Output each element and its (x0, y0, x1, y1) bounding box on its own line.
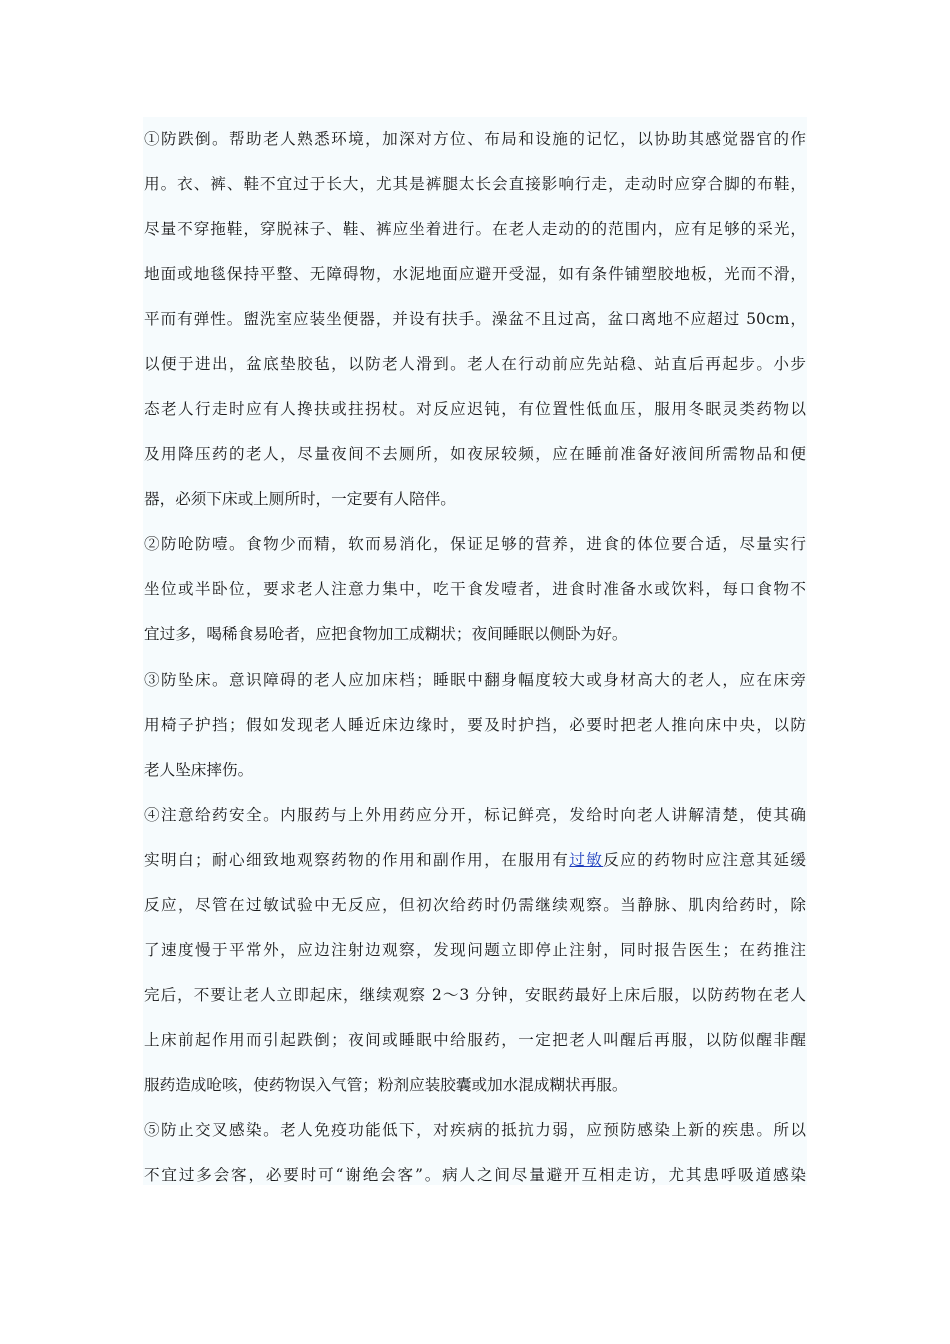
text-line: 尽量不穿拖鞋，穿脱袜子、鞋、裤应坐着进行。在老人走动的的范围内，应有足够的采光， (144, 220, 806, 238)
text-line: 上床前起作用而引起跌倒；夜间或睡眠中给服药，一定把老人叫醒后再服，以防似醒非醒 (144, 1031, 806, 1049)
text-line: 宜过多，喝稀食易呛者，应把食物加工成糊状；夜间睡眠以侧卧为好。 (144, 625, 628, 643)
glossary-link-guomin[interactable]: 过敏 (569, 851, 604, 869)
text-line: 及用降压药的老人，尽量夜间不去厕所，如夜尿较频，应在睡前准备好液间所需物品和便 (144, 445, 806, 463)
text-line: 坐位或半卧位，要求老人注意力集中，吃干食发噎者，进食时准备水或饮料，每口食物不 (144, 580, 806, 598)
text-line: 器，必须下床或上厕所时，一定要有人陪伴。 (144, 490, 456, 508)
text-segment: 实明白；耐心细致地观察药物的作用和副作用，在服用有 (144, 851, 570, 869)
text-segment: 反应的药物时应注意其延缓 (603, 851, 806, 869)
text-line: 服药造成呛咳，使药物误入气管；粉剂应装胶囊或加水混成糊状再服。 (144, 1076, 628, 1094)
text-line: 态老人行走时应有人搀扶或拄拐杖。对反应迟钝，有位置性低血压，服用冬眠灵类药物以 (144, 400, 806, 418)
text-line: 不宜过多会客，必要时可“谢绝会客”。病人之间尽量避开互相走访，尤其患呼吸道感染 (144, 1166, 806, 1184)
text-line: 以便于进出，盆底垫胶毡，以防老人滑到。老人在行动前应先站稳、站直后再起步。小步 (144, 355, 806, 373)
text-line: 用。衣、裤、鞋不宜过于长大，尤其是裤腿太长会直接影响行走，走动时应穿合脚的布鞋， (144, 175, 806, 193)
text-line: 用椅子护挡；假如发现老人睡近床边缘时，要及时护挡，必要时把老人推向床中央，以防 (144, 716, 806, 734)
text-line: 了速度慢于平常外，应边注射边观察，发现问题立即停止注射，同时报告医生；在药推注 (144, 941, 806, 959)
text-line: 平而有弹性。盥洗室应装坐便器，并设有扶手。澡盆不且过高，盆口离地不应超过 50cm， (144, 310, 806, 328)
text-line: 反应，尽管在过敏试验中无反应，但初次给药时仍需继续观察。当静脉、肌肉给药时，除 (144, 896, 806, 914)
article-text-block (143, 117, 807, 1185)
text-line: 地面或地毯保持平整、无障碍物，水泥地面应避开受湿，如有条件铺塑胶地板，光而不滑， (144, 265, 806, 283)
text-line: ⑤防止交叉感染。老人免疫功能低下，对疾病的抵抗力弱，应预防感染上新的疾患。所以 (144, 1121, 806, 1139)
text-line: 完后，不要让老人立即起床，继续观察 2～3 分钟，安眠药最好上床后服，以防药物在老人 (144, 986, 806, 1004)
text-line: ②防呛防噎。食物少而精，软而易消化，保证足够的营养，进食的体位要合适，尽量实行 (144, 535, 806, 553)
text-line: 老人坠床摔伤。 (144, 761, 254, 779)
text-line-with-link (144, 838, 806, 882)
text-line: ③防坠床。意识障碍的老人应加床档；睡眠中翻身幅度较大或身材高大的老人，应在床旁 (144, 671, 806, 689)
text-line: ①防跌倒。帮助老人熟悉环境，加深对方位、布局和设施的记忆，以协助其感觉器官的作 (144, 130, 806, 148)
text-line: ④注意给药安全。内服药与上外用药应分开，标记鲜亮，发给时向老人讲解清楚，使其确 (144, 806, 806, 824)
